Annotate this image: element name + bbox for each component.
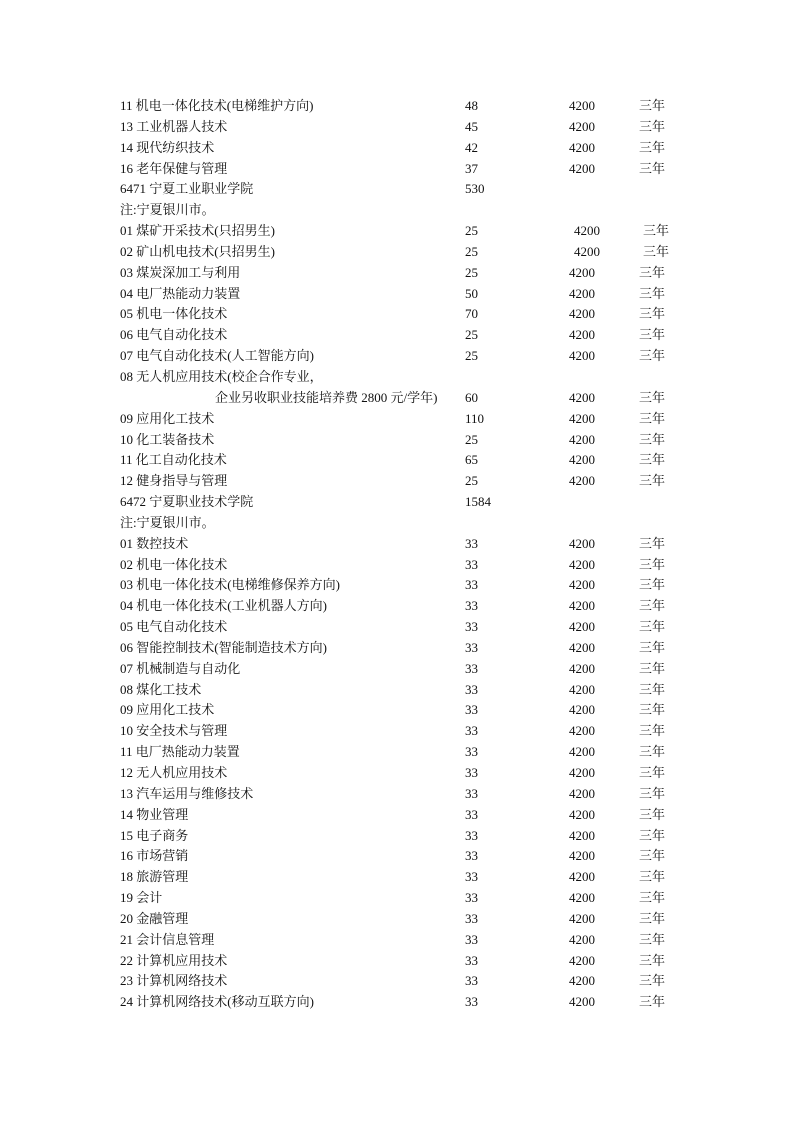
program-name: 18 旅游管理 — [120, 869, 189, 885]
tuition-fee: 4200 — [569, 160, 595, 176]
study-duration: 三年 — [639, 348, 666, 364]
enrollment-count: 33 — [465, 744, 478, 760]
tuition-fee: 4200 — [569, 389, 595, 405]
study-duration: 三年 — [639, 744, 666, 760]
list-item — [0, 534, 793, 555]
study-duration: 三年 — [639, 264, 666, 280]
study-duration: 三年 — [639, 681, 666, 697]
program-name: 6472 宁夏职业技术学院 — [120, 494, 254, 510]
list-item — [0, 909, 793, 930]
enrollment-count: 33 — [465, 723, 478, 739]
study-duration: 三年 — [639, 431, 666, 447]
tuition-fee: 4200 — [569, 910, 595, 926]
enrollment-count: 33 — [465, 785, 478, 801]
study-duration: 三年 — [639, 973, 666, 989]
list-item — [0, 742, 793, 763]
tuition-fee: 4200 — [569, 264, 595, 280]
list-item — [0, 867, 793, 888]
study-duration: 三年 — [639, 952, 666, 968]
study-duration: 三年 — [639, 556, 666, 572]
study-duration: 三年 — [639, 639, 666, 655]
program-name: 11 化工自动化技术 — [120, 452, 227, 468]
study-duration: 三年 — [643, 223, 670, 239]
enrollment-count: 33 — [465, 639, 478, 655]
list-item — [0, 971, 793, 992]
program-name: 16 市场营销 — [120, 848, 189, 864]
study-duration: 三年 — [639, 931, 666, 947]
study-duration: 三年 — [639, 619, 666, 635]
list-item — [0, 179, 793, 200]
study-duration: 三年 — [639, 890, 666, 906]
program-name: 23 计算机网络技术 — [120, 973, 228, 989]
list-item — [0, 200, 793, 221]
list-item — [0, 700, 793, 721]
program-name: 09 应用化工技术 — [120, 410, 215, 426]
program-name: 05 电气自动化技术 — [120, 619, 228, 635]
list-item — [0, 409, 793, 430]
enrollment-count: 33 — [465, 827, 478, 843]
list-item — [0, 846, 793, 867]
list-item — [0, 805, 793, 826]
program-name: 06 电气自动化技术 — [120, 327, 228, 343]
program-name: 12 健身指导与管理 — [120, 473, 228, 489]
program-name: 01 数控技术 — [120, 535, 189, 551]
list-item — [0, 388, 793, 409]
study-duration: 三年 — [639, 660, 666, 676]
list-item — [0, 951, 793, 972]
enrollment-count: 33 — [465, 848, 478, 864]
tuition-fee: 4200 — [569, 285, 595, 301]
tuition-fee: 4200 — [569, 785, 595, 801]
enrollment-count: 60 — [465, 389, 478, 405]
enrollment-count: 33 — [465, 994, 478, 1010]
enrollment-count: 33 — [465, 952, 478, 968]
tuition-fee: 4200 — [569, 431, 595, 447]
enrollment-count: 33 — [465, 931, 478, 947]
enrollment-count: 33 — [465, 681, 478, 697]
study-duration: 三年 — [639, 118, 666, 134]
tuition-fee: 4200 — [569, 702, 595, 718]
list-item — [0, 263, 793, 284]
enrollment-count: 33 — [465, 806, 478, 822]
enrollment-count: 25 — [465, 473, 478, 489]
program-name: 16 老年保健与管理 — [120, 160, 228, 176]
enrollment-count: 25 — [465, 348, 478, 364]
study-duration: 三年 — [639, 535, 666, 551]
list-item — [0, 888, 793, 909]
study-duration: 三年 — [639, 389, 666, 405]
program-name: 15 电子商务 — [120, 827, 189, 843]
list-item — [0, 784, 793, 805]
list-item — [0, 346, 793, 367]
list-item — [0, 617, 793, 638]
tuition-fee: 4200 — [569, 806, 595, 822]
tuition-fee: 4200 — [569, 473, 595, 489]
study-duration: 三年 — [639, 848, 666, 864]
enrollment-count: 25 — [465, 431, 478, 447]
list-item — [0, 992, 793, 1013]
study-duration: 三年 — [639, 410, 666, 426]
program-name: 12 无人机应用技术 — [120, 765, 228, 780]
list-item — [0, 826, 793, 847]
study-duration: 三年 — [643, 243, 670, 259]
program-name: 08 无人机应用技术(校企合作专业， — [120, 368, 323, 384]
enrollment-count: 530 — [465, 181, 485, 197]
program-name: 02 机电一体化技术 — [120, 556, 228, 572]
enrollment-count: 33 — [465, 910, 478, 926]
study-duration: 三年 — [639, 285, 666, 301]
enrollment-count: 33 — [465, 535, 478, 551]
program-name: 11 机电一体化技术(电梯维护方向) — [120, 98, 314, 113]
tuition-fee: 4200 — [569, 681, 595, 697]
document-page — [0, 96, 793, 1013]
list-item — [0, 325, 793, 346]
list-item — [0, 680, 793, 701]
tuition-fee: 4200 — [569, 827, 595, 843]
list-item — [0, 242, 793, 263]
tuition-fee: 4200 — [569, 327, 595, 343]
program-name: 13 汽车运用与维修技术 — [120, 785, 254, 801]
tuition-fee: 4200 — [569, 98, 595, 113]
enrollment-count: 33 — [465, 577, 478, 593]
tuition-fee: 4200 — [569, 452, 595, 468]
program-name: 22 计算机应用技术 — [120, 952, 228, 968]
list-item — [0, 221, 793, 242]
program-name: 20 金融管理 — [120, 910, 189, 926]
program-name: 21 会计信息管理 — [120, 931, 215, 947]
program-name: 24 计算机网络技术(移动互联方向) — [120, 994, 314, 1010]
list-item — [0, 159, 793, 180]
tuition-fee: 4200 — [569, 869, 595, 885]
enrollment-count: 33 — [465, 702, 478, 718]
tuition-fee: 4200 — [569, 744, 595, 760]
program-name: 14 物业管理 — [120, 806, 189, 822]
enrollment-count: 25 — [465, 264, 478, 280]
enrollment-count: 33 — [465, 973, 478, 989]
study-duration: 三年 — [639, 785, 666, 801]
program-name: 02 矿山机电技术(只招男生) — [120, 243, 275, 259]
enrollment-count: 42 — [465, 139, 478, 155]
study-duration: 三年 — [639, 306, 666, 322]
list-item — [0, 430, 793, 451]
tuition-fee: 4200 — [569, 639, 595, 655]
study-duration: 三年 — [639, 994, 666, 1010]
study-duration: 三年 — [639, 577, 666, 593]
tuition-fee: 4200 — [569, 598, 595, 614]
tuition-fee: 4200 — [569, 973, 595, 989]
program-name: 注:宁夏银川市。 — [120, 514, 215, 530]
list-item — [0, 450, 793, 471]
tuition-fee: 4200 — [569, 848, 595, 864]
enrollment-count: 48 — [465, 98, 478, 113]
program-name: 13 工业机器人技术 — [120, 118, 228, 134]
study-duration: 三年 — [639, 327, 666, 343]
tuition-fee: 4200 — [569, 994, 595, 1010]
tuition-fee: 4200 — [569, 952, 595, 968]
enrollment-count: 70 — [465, 306, 478, 322]
program-name: 企业另收职业技能培养费 2800 元/学年) — [215, 389, 438, 405]
program-name: 07 机械制造与自动化 — [120, 660, 241, 676]
program-name: 06 智能控制技术(智能制造技术方向) — [120, 639, 327, 655]
list-item — [0, 721, 793, 742]
list-item — [0, 659, 793, 680]
enrollment-count: 50 — [465, 285, 478, 301]
tuition-fee: 4200 — [569, 348, 595, 364]
program-name: 03 机电一体化技术(电梯维修保养方向) — [120, 577, 340, 593]
list-item — [0, 575, 793, 596]
program-name: 19 会计 — [120, 890, 163, 906]
tuition-fee: 4200 — [569, 660, 595, 676]
tuition-fee: 4200 — [569, 931, 595, 947]
list-item — [0, 117, 793, 138]
program-name: 10 安全技术与管理 — [120, 723, 228, 739]
study-duration: 三年 — [639, 869, 666, 885]
study-duration: 三年 — [639, 910, 666, 926]
program-name: 注:宁夏银川市。 — [120, 202, 215, 218]
enrollment-count: 33 — [465, 660, 478, 676]
list-item — [0, 96, 793, 117]
enrollment-count: 110 — [465, 410, 485, 426]
list-item — [0, 596, 793, 617]
enrollment-count: 1584 — [465, 494, 491, 510]
study-duration: 三年 — [639, 473, 666, 489]
list-item — [0, 513, 793, 534]
tuition-fee: 4200 — [569, 118, 595, 134]
program-name: 14 现代纺织技术 — [120, 139, 215, 155]
study-duration: 三年 — [639, 702, 666, 718]
tuition-fee: 4200 — [574, 223, 600, 239]
tuition-fee: 4200 — [569, 577, 595, 593]
study-duration: 三年 — [639, 452, 666, 468]
study-duration: 三年 — [639, 806, 666, 822]
tuition-fee: 4200 — [569, 556, 595, 572]
enrollment-count: 33 — [465, 598, 478, 614]
enrollment-count: 37 — [465, 160, 478, 176]
study-duration: 三年 — [639, 139, 666, 155]
tuition-fee: 4200 — [569, 723, 595, 739]
tuition-fee: 4200 — [569, 890, 595, 906]
enrollment-count: 25 — [465, 327, 478, 343]
tuition-fee: 4200 — [569, 306, 595, 322]
list-item — [0, 304, 793, 325]
enrollment-count: 45 — [465, 118, 478, 134]
list-item — [0, 471, 793, 492]
enrollment-count: 33 — [465, 869, 478, 885]
enrollment-count: 25 — [465, 243, 478, 259]
tuition-fee: 4200 — [574, 243, 600, 259]
program-name: 6471 宁夏工业职业学院 — [120, 181, 254, 197]
program-name: 03 煤炭深加工与利用 — [120, 264, 241, 280]
list-item — [0, 492, 793, 513]
tuition-fee: 4200 — [569, 535, 595, 551]
study-duration: 三年 — [639, 160, 666, 176]
list-item — [0, 638, 793, 659]
study-duration: 三年 — [639, 598, 666, 614]
study-duration: 三年 — [639, 827, 666, 843]
list-item — [0, 284, 793, 305]
study-duration: 三年 — [639, 723, 666, 739]
program-name: 09 应用化工技术 — [120, 702, 215, 718]
tuition-fee: 4200 — [569, 619, 595, 635]
enrollment-count: 33 — [465, 556, 478, 572]
program-name: 08 煤化工技术 — [120, 681, 202, 697]
program-name: 04 电厂热能动力装置 — [120, 285, 241, 301]
enrollment-count: 33 — [465, 890, 478, 906]
list-item — [0, 367, 793, 388]
tuition-fee: 4200 — [569, 410, 595, 426]
enrollment-count: 33 — [465, 765, 478, 780]
program-name: 05 机电一体化技术 — [120, 306, 228, 322]
program-name: 01 煤矿开采技术(只招男生) — [120, 223, 275, 239]
tuition-fee: 4200 — [569, 765, 595, 780]
study-duration: 三年 — [639, 98, 666, 113]
enrollment-count: 65 — [465, 452, 478, 468]
program-name: 07 电气自动化技术(人工智能方向) — [120, 348, 314, 364]
list-item — [0, 138, 793, 159]
program-name: 11 电厂热能动力装置 — [120, 744, 240, 760]
list-item — [0, 763, 793, 784]
study-duration: 三年 — [639, 765, 666, 780]
program-name: 10 化工装备技术 — [120, 431, 215, 447]
program-name: 04 机电一体化技术(工业机器人方向) — [120, 598, 327, 614]
list-item — [0, 555, 793, 576]
list-item — [0, 930, 793, 951]
enrollment-count: 33 — [465, 619, 478, 635]
enrollment-count: 25 — [465, 223, 478, 239]
tuition-fee: 4200 — [569, 139, 595, 155]
